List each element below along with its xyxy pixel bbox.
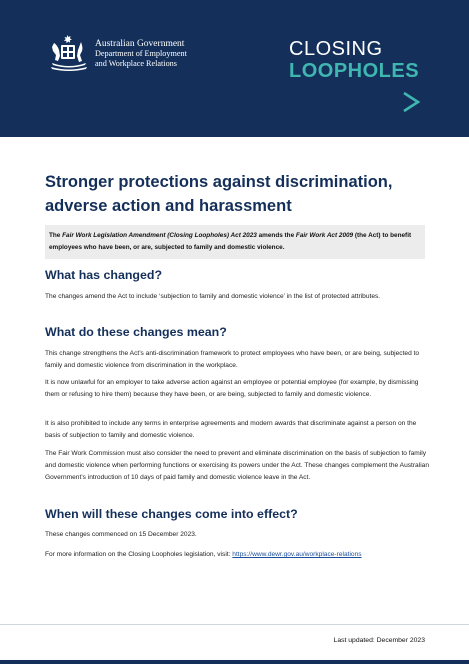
government-logo (48, 33, 187, 71)
effect-paragraph-1: These changes commenced on 15 December 2023. (45, 531, 197, 538)
gov-line-3: and Workplace Relations (95, 59, 177, 68)
mean-paragraph-4: The Fair Work Commission must also consider the need to prevent and eliminate discrimination on the basis of subjection to family and domestic violence when performing functions or exercising its powers under the Act. These changes complement the Australian Government’s introduction of 10 days of paid family and domestic violence leave in the Act. (45, 450, 429, 481)
mean-paragraph-2: It is now unlawful for an employer to take adverse action against an employee or potential employee (for example, by dismissing them or refusing to hire them) because they have been, or are being, subjected to family and domestic violence. (45, 379, 419, 398)
intro-mid: amends the (256, 232, 296, 239)
more-info-paragraph (45, 549, 429, 561)
changed-paragraph-1: The changes amend the Act to include ‘subjection to family and domestic violence’ in the list of protected attributes. (45, 293, 381, 300)
intro-text (45, 225, 425, 253)
intro-pre: The (49, 232, 63, 239)
mean-paragraph-1: This change strengthens the Act’s anti-discrimination framework to protect employees who have been, or are being, subjected to family and domestic violence from discrimination in the workplace. (45, 350, 420, 369)
mean-paragraph-3: It is also prohibited to include any terms in enterprise agreements and modern awards that discriminate against a person on the basis of subjection to family and domestic violence. (45, 420, 417, 439)
brand-line-1: CLOSING (289, 38, 383, 60)
government-wordmark (95, 33, 187, 69)
gov-line-2: Department of Employment (95, 49, 187, 58)
dewr-link[interactable]: https://www.dewr.gov.au/workplace-relations (232, 551, 362, 558)
page-footer (0, 590, 469, 664)
footer-stripe (0, 660, 469, 664)
heading-when-effect: When will these changes come into effect? (45, 507, 298, 521)
intro-act-2: Fair Work Act 2009 (295, 232, 354, 239)
footer-divider (0, 624, 469, 625)
intro-box (45, 225, 425, 259)
more-info-prefix: For more information on the Closing Loopholes legislation, visit: (45, 551, 233, 558)
intro-act-1: Fair Work Legislation Amendment (Closing Loopholes) Act 2023 (62, 232, 257, 239)
heading-what-mean: What do these changes mean? (45, 325, 227, 339)
coat-of-arms-icon (48, 33, 90, 71)
brand-line-2: LOOPHOLES (289, 60, 420, 82)
gov-line-1: Australian Government (95, 39, 185, 49)
closing-loopholes-brand (289, 38, 419, 82)
heading-what-changed: What has changed? (45, 268, 163, 282)
page-header (0, 0, 469, 137)
last-updated: Last updated: December 2023 (333, 637, 425, 644)
intro-post: (the Act) to benefit employees who have been, or are, subjected to family and domestic violence. (49, 232, 412, 251)
chevron-right-icon (400, 91, 426, 113)
page-title: Stronger protections against discrimination, adverse action and harassment (45, 173, 393, 215)
